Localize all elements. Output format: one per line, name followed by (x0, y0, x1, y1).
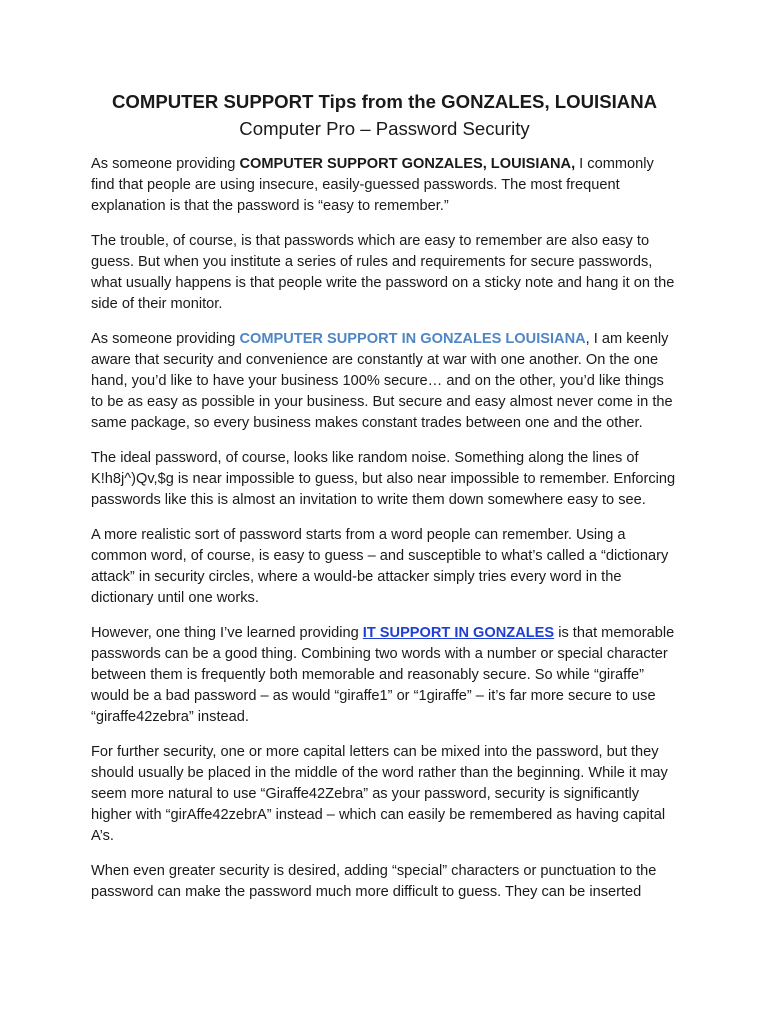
paragraph-memorable-passwords (91, 623, 678, 728)
paragraph-memorable-lead: However, one thing I’ve learned providing (91, 625, 363, 641)
it-support-link[interactable]: IT SUPPORT IN GONZALES (362, 625, 555, 641)
document-subtitle: Computer Pro – Password Security (239, 118, 530, 139)
paragraph-intro (91, 154, 678, 217)
title-middle-text: Tips from the (313, 91, 442, 112)
title-bold-computer-support: COMPUTER SUPPORT (111, 91, 314, 112)
title-bold-location: GONZALES, LOUISIANA (441, 91, 658, 112)
paragraph-security-lead: As someone providing (91, 331, 240, 347)
paragraph-trouble: The trouble, of course, is that passwords which are easy to remember are also easy to guess. But when you institute a series of rules and requirements for secure passwords, what usually happens is that people write the password on a sticky note and hang it on the side of their monitor. (91, 233, 675, 312)
paragraph-capital-letters: For further security, one or more capital letters can be mixed into the password, but they should usually be placed in the middle of the word rather than the beginning. While it may seem more natural to use “Giraffe42Zebra” as your password, security is significantly higher with “girAffe42zebrA” instead – which can easily be remembered as having capital A’s. (91, 744, 668, 844)
paragraph-intro-bold-keyword: COMPUTER SUPPORT GONZALES, LOUISIANA, (239, 156, 576, 172)
paragraph-security-convenience (91, 329, 678, 434)
paragraph-security-rest: , I am keenly aware that security and convenience are constantly at war with one another. On the one hand, you’d like to have your business 100% secure… and on the other, you’d like things to be as easy as possible in your business. But secure and easy almost never come in the same package, so every business makes constant trades between one and the other. (91, 331, 673, 431)
computer-support-keyword: COMPUTER SUPPORT IN GONZALES LOUISIANA (239, 331, 586, 347)
paragraph-ideal-password: The ideal password, of course, looks like random noise. Something along the lines of K!h8j^)Qv,$g is near impossible to guess, but also near impossible to remember. Enforcing passwords like this is almost an invitation to write them down somewhere easy to see. (91, 450, 676, 508)
paragraph-special-characters: When even greater security is desired, adding “special” characters or punctuation to the password can make the password much more difficult to guess. They can be inserted (91, 863, 657, 900)
paragraph-intro-rest: I commonly find that people are using insecure, easily-guessed passwords. The most frequent explanation is that the password is “easy to remember.” (91, 156, 654, 214)
paragraph-intro-lead: As someone providing (91, 156, 240, 172)
document-title (91, 88, 678, 115)
paragraph-memorable-rest: is that memorable passwords can be a good thing. Combining two words with a number or special character between them is frequently both memorable and reasonably secure. So while “giraffe” would be a bad password – as would “giraffe1” or “1giraffe” – it’s far more secure to use “giraffe42zebra” instead. (91, 625, 675, 725)
paragraph-realistic-password: A more realistic sort of password starts from a word people can remember. Using a common word, of course, is easy to guess – and susceptible to what’s called a “dictionary attack” in security circles, where a would-be attacker simply tries every word in the dictionary until one works. (91, 527, 669, 606)
